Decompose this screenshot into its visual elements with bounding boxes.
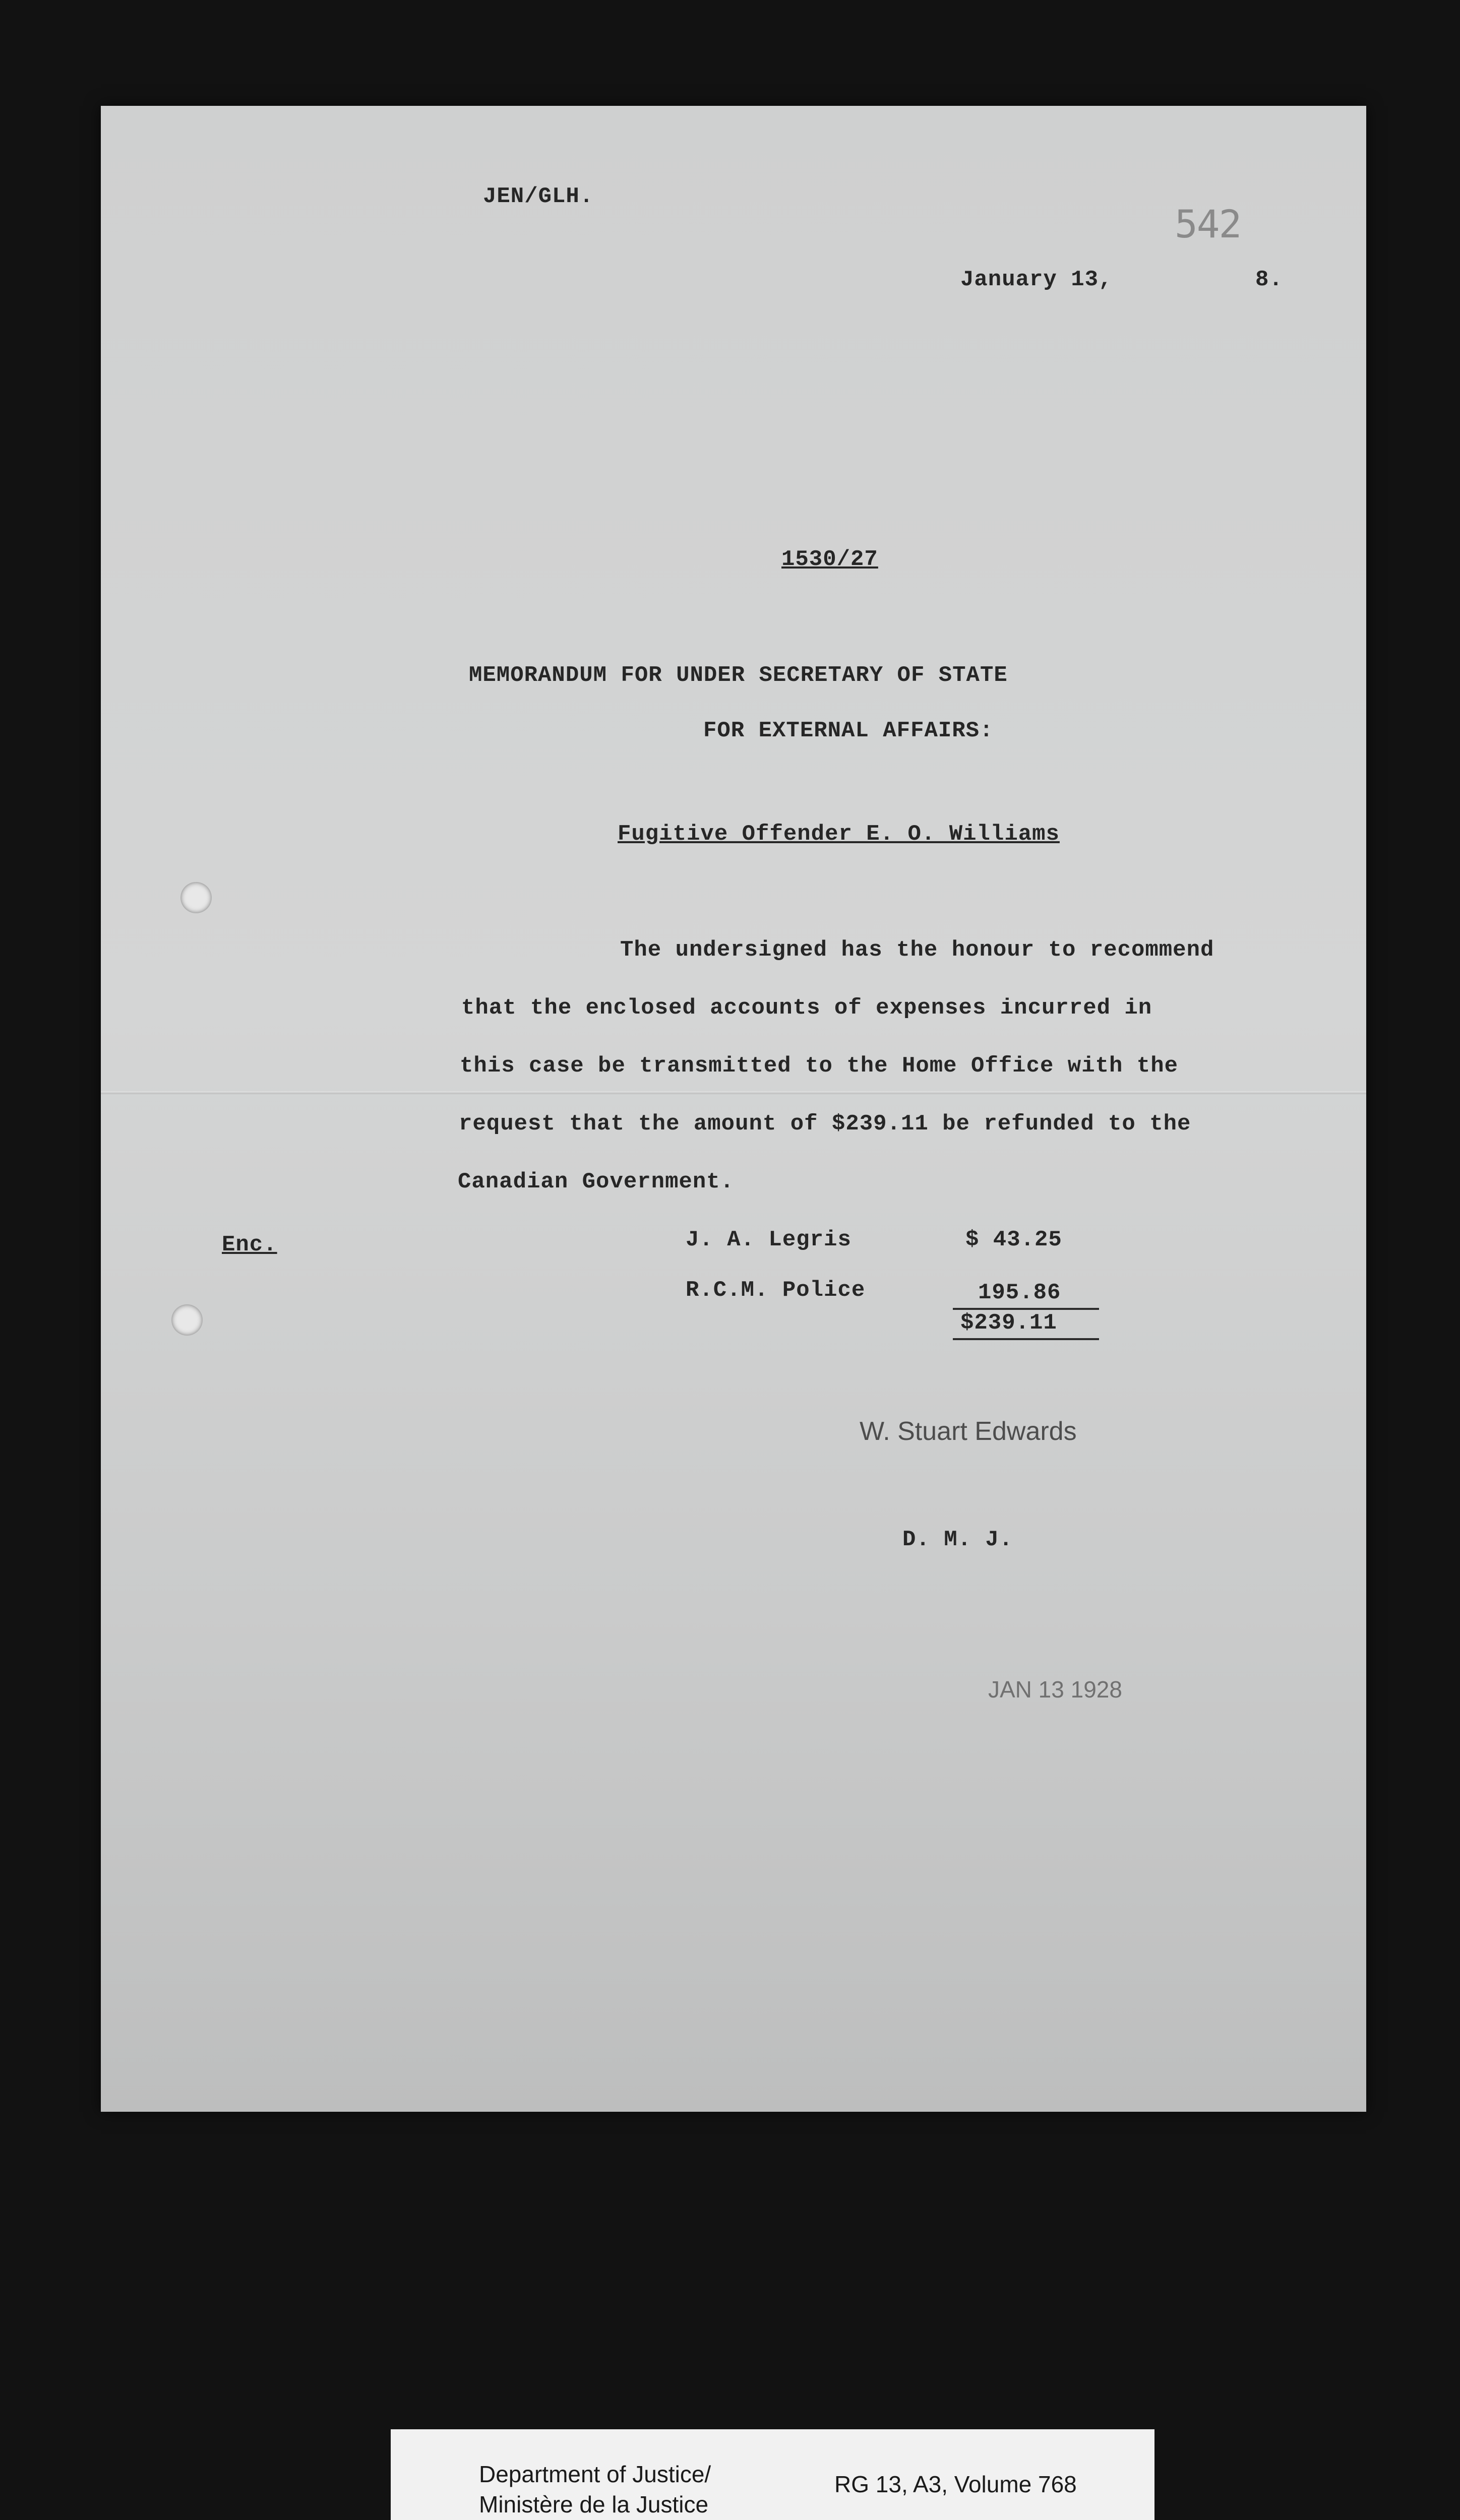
memo-heading-line2: FOR EXTERNAL AFFAIRS: bbox=[703, 718, 994, 743]
date-line: January 13, bbox=[960, 267, 1113, 292]
signature: W. Stuart Edwards bbox=[860, 1417, 1077, 1446]
file-number: 1530/27 bbox=[781, 547, 878, 572]
expense-payee-2: R.C.M. Police bbox=[686, 1278, 866, 1303]
body-line-4: request that the amount of $239.11 be refunded to the bbox=[459, 1111, 1191, 1137]
subject-line: Fugitive Offender E. O. Williams bbox=[618, 822, 1060, 847]
date-suffix: 8. bbox=[1255, 267, 1283, 292]
signature-title: D. M. J. bbox=[902, 1527, 1013, 1552]
total-rule bbox=[953, 1338, 1099, 1340]
received-date-stamp: JAN 13 1928 bbox=[988, 1676, 1122, 1703]
expense-amount-1: $ 43.25 bbox=[965, 1227, 1062, 1252]
expense-amount-2: 195.86 bbox=[978, 1280, 1061, 1305]
body-line-5: Canadian Government. bbox=[458, 1169, 735, 1194]
department-name-fr: Ministère de la Justice bbox=[479, 2491, 709, 2517]
body-line-2: that the enclosed accounts of expenses incurred in bbox=[461, 995, 1152, 1021]
sum-rule bbox=[953, 1308, 1099, 1310]
expense-total: $239.11 bbox=[960, 1310, 1057, 1336]
department-name-en: Department of Justice/ bbox=[479, 2461, 711, 2487]
memo-heading-line1: MEMORANDUM FOR UNDER SECRETARY OF STATE bbox=[469, 663, 1008, 688]
reference-initials: JEN/GLH. bbox=[483, 184, 594, 209]
punch-hole-bottom bbox=[171, 1304, 203, 1336]
body-line-3: this case be transmitted to the Home Office with the bbox=[460, 1053, 1179, 1079]
document-page bbox=[101, 106, 1366, 2112]
archive-reference: RG 13, A3, Volume 768 bbox=[834, 2471, 1077, 2497]
punch-hole-top bbox=[180, 882, 212, 913]
fold-line bbox=[101, 1091, 1366, 1094]
expense-payee-1: J. A. Legris bbox=[686, 1227, 851, 1252]
body-line-1: The undersigned has the honour to recommend bbox=[620, 937, 1214, 963]
page-number-stamp: 542 bbox=[1175, 202, 1241, 246]
enclosure-label: Enc. bbox=[222, 1232, 277, 1257]
department-label bbox=[391, 2429, 1154, 2520]
